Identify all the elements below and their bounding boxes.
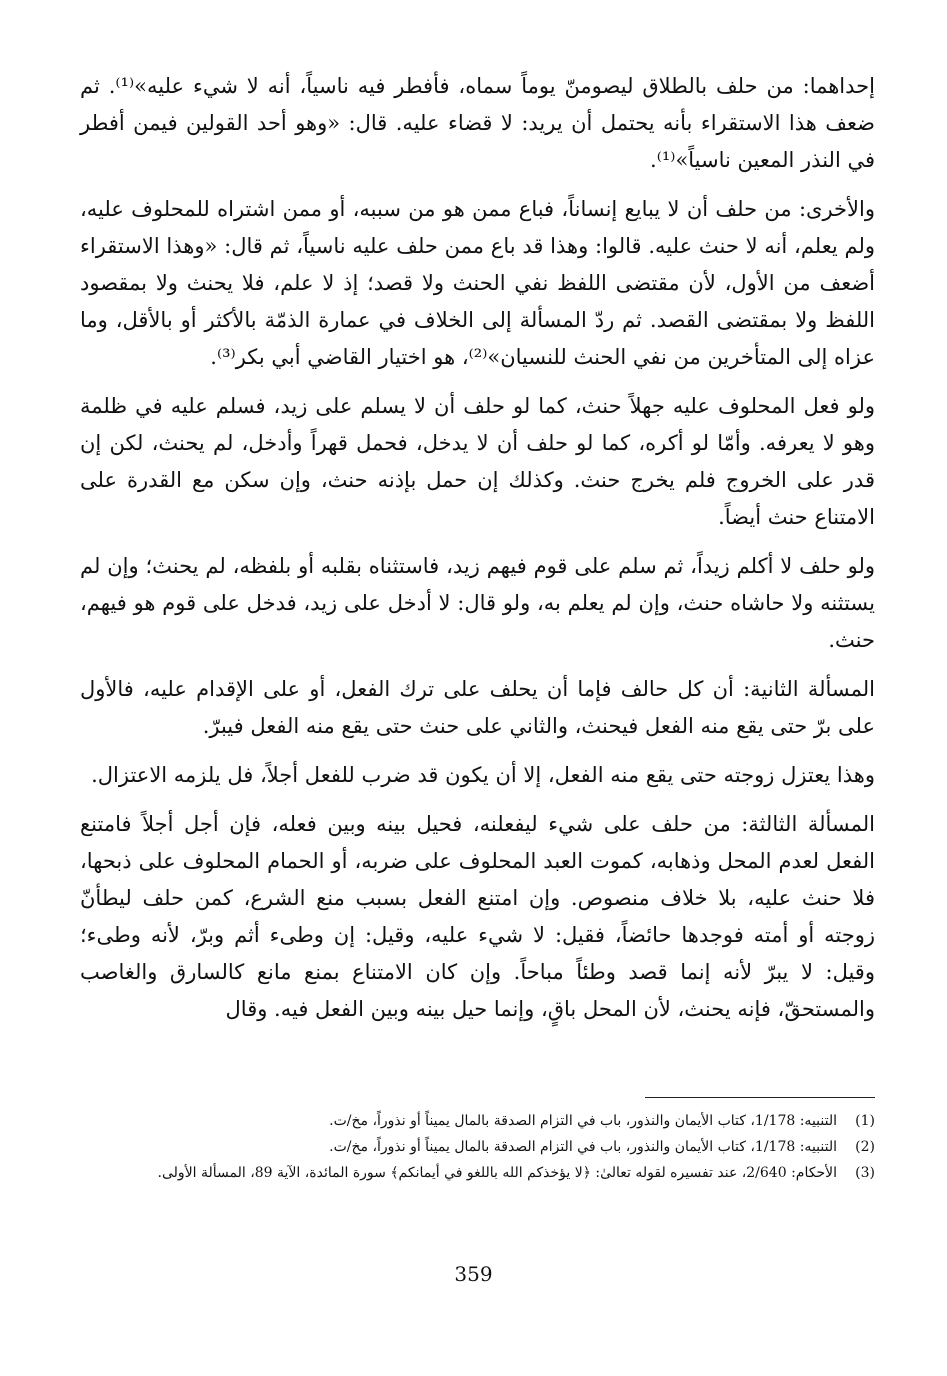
footnote-text: الأحكام: 2/640، عند تفسيره لقوله تعالىٰ: ﴿لا يؤخذكم الله باللغو في أيمانكم﴾ سورة المائدة، الآية 89، المسألة الأولى. xyxy=(157,1165,837,1181)
paragraph-1: إحداهما: من حلف بالطلاق ليصومنّ يوماً سماه، فأفطر فيه ناسياً، أنه لا شيء عليه»⁽¹⁾. ثم ضعف هذا الاستقراء بأنه يحتمل أن يريد: لا قضاء عليه. قال: «وهو أحد القولين فيمن أفطر في النذر المعين ناسياً»⁽¹⁾. xyxy=(80,74,875,172)
page-number: 359 xyxy=(454,1262,493,1286)
paragraph-7: المسألة الثالثة: من حلف على شيء ليفعلنه، فحيل بينه وبين فعله، فإن أجل أجلاً فامتنع الفعل لعدم المحل وذهابه، كموت العبد المحلوف على ضربه، أو الحمام المحلوف على ذبحها، فلا حنث عليه، بلا خلاف منصوص. وإن امتنع الفعل بسبب منع الشرع، كمن حلف ليطأنّ زوجته أو أمته فوجدها حائضاً، فقيل: لا شيء عليه، وقيل: إن وطىء أثم وبرّ، لأنه وطىء؛ وقيل: لا يبرّ لأنه إنما قصد وطئاً مباحاً. وإن كان الامتناع بمنع مانع كالسارق والغاصب والمستحقّ، فإنه يحنث، لأن المحل باقٍ، وإنما حيل بينه وبين الفعل فيه. وقال xyxy=(80,812,875,1021)
paragraph-3: ولو فعل المحلوف عليه جهلاً حنث، كما لو حلف أن لا يسلم على زيد، فسلم عليه في ظلمة وهو لا يعرفه. وأمّا لو أكره، كما لو حلف أن لا يدخل، فحمل قهراً وأدخل، لم يحنث، لكن إن قدر على الخروج فلم يخرج حنث. وكذلك إن حمل بإذنه حنث، وإن سكن مع القدرة على الامتناع حنث أيضاً. xyxy=(80,394,875,529)
paragraph-6: وهذا يعتزل زوجته حتى يقع منه الفعل، إلا أن يكون قد ضرب للفعل أجلاً، فل يلزمه الاعتزال. xyxy=(91,763,875,787)
main-text xyxy=(80,68,875,1040)
footnote-3 xyxy=(80,1160,875,1186)
paragraph-5: المسألة الثانية: أن كل حالف فإما أن يحلف على ترك الفعل، أو على الإقدام عليه، فالأول على برّ حتى يقع منه الفعل فيحنث، والثاني على حنث حتى يقع منه الفعل فيبرّ. xyxy=(80,677,875,738)
footnote-number: (2) xyxy=(855,1139,875,1155)
paragraph-4: ولو حلف لا أكلم زيداً، ثم سلم على قوم فيهم زيد، فاستثناه بقلبه أو بلفظه، لم يحنث؛ وإن لم يستثنه ولا حاشاه حنث، وإن لم يعلم به، ولو قال: لا أدخل على زيد، فدخل على قوم هو فيهم، حنث. xyxy=(80,554,875,652)
footnote-number: (3) xyxy=(855,1165,875,1181)
footnote-text: التنبيه: 1/178، كتاب الأيمان والنذور، باب في التزام الصدقة بالمال يميناً أو نذوراً، مخ/ت. xyxy=(329,1113,837,1129)
footnote-2 xyxy=(80,1134,875,1160)
footnote-text: التنبيه: 1/178، كتاب الأيمان والنذور، باب في التزام الصدقة بالمال يميناً أو نذوراً، مخ/ت. xyxy=(329,1139,837,1155)
paragraph-2: والأخرى: من حلف أن لا يبايع إنساناً، فباع ممن هو من سببه، أو ممن اشتراه للمحلوف عليه، ولم يعلم، أنه لا حنث عليه. قالوا: وهذا قد باع ممن حلف عليه ناسياً، ثم قال: «وهذا الاستقراء أضعف من الأول، لأن مقتضى اللفظ نفي الحنث ولا قصد؛ إذ لا علم، فلا يحنث ولا بمقصود اللفظ ولا بمقتضى القصد. ثم ردّ المسألة إلى الخلاف في عمارة الذمّة بالأكثر أو بالأقل، وما عزاه إلى المتأخرين من نفي الحنث للنسيان»⁽²⁾، هو اختيار القاضي أبي بكر⁽³⁾. xyxy=(80,197,875,369)
footnote-divider xyxy=(645,1097,875,1098)
footnotes xyxy=(80,1108,875,1186)
footnote-1 xyxy=(80,1108,875,1134)
footnote-number: (1) xyxy=(855,1113,875,1129)
